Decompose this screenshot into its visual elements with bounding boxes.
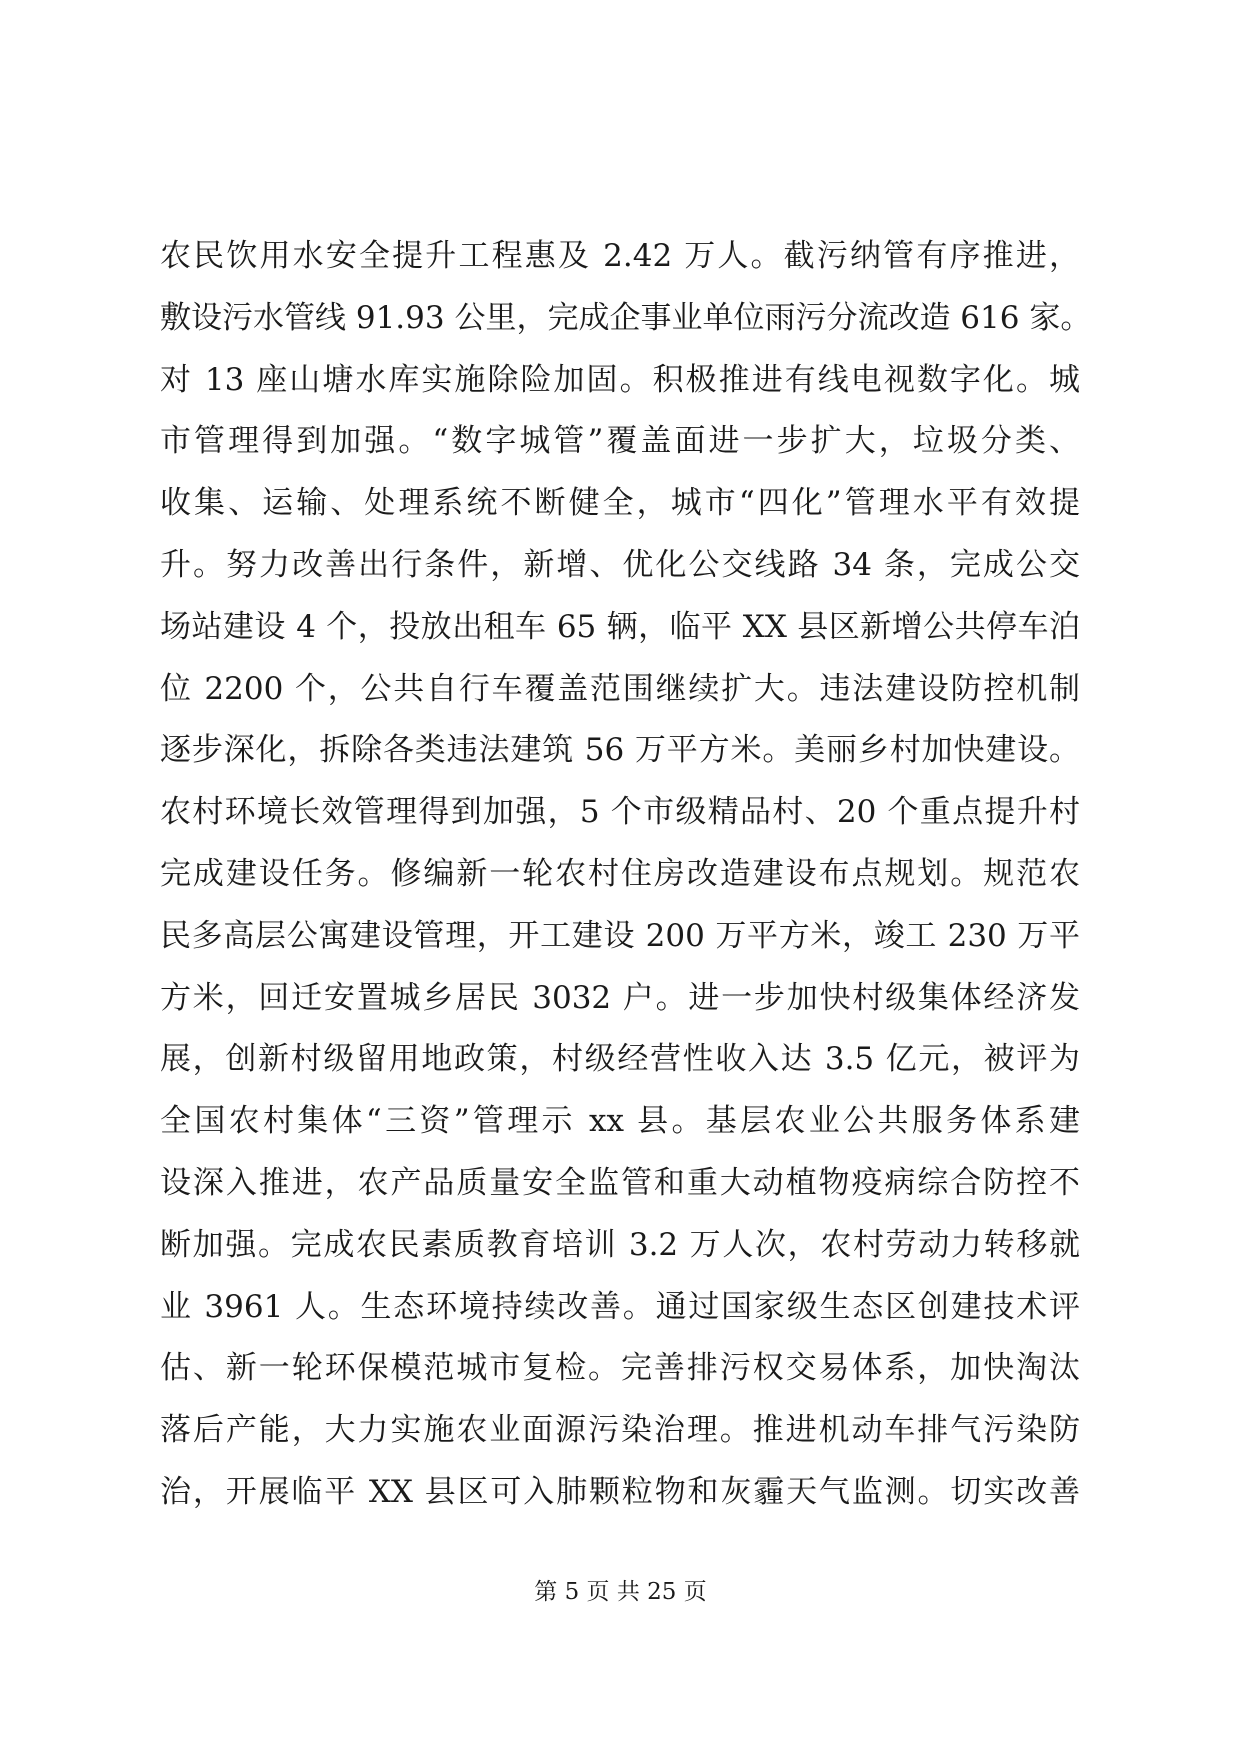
body-text (160, 226, 1092, 1524)
text-line: 对 13 座山塘水库实施除险加固。积极推进有线电视数字化。城 (160, 361, 1080, 398)
text-line: 逐步深化，拆除各类违法建筑 56 万平方米。美丽乡村加快建设。 (160, 732, 1080, 769)
text-line: 农民饮用水安全提升工程惠及 2.42 万人。截污纳管有序推进， (160, 238, 1080, 274)
text-line: 升。努力改善出行条件，新增、优化公交线路 34 条，完成公交 (160, 546, 1080, 583)
text-line: 设深入推进，农产品质量安全监管和重大动植物疫病综合防控不 (160, 1164, 1080, 1201)
text-line: 落后产能，大力实施农业面源污染治理。推进机动车排气污染防 (160, 1412, 1080, 1449)
text-line: 场站建设 4 个，投放出租车 65 辆，临平 XX 县区新增公共停车泊 (160, 608, 1080, 645)
text-line: 断加强。完成农民素质教育培训 3.2 万人次，农村劳动力转移就 (160, 1226, 1080, 1263)
text-line: 展，创新村级留用地政策，村级经营性收入达 3.5 亿元，被评为 (160, 1041, 1080, 1078)
text-line: 业 3961 人。生态环境持续改善。通过国家级生态区创建技术评 (160, 1288, 1080, 1325)
text-line: 民多高层公寓建设管理，开工建设 200 万平方米，竣工 230 万平 (160, 917, 1080, 954)
text-line: 方米，回迁安置城乡居民 3032 户。进一步加快村级集体经济发 (160, 979, 1080, 1016)
text-line: 估、新一轮环保模范城市复检。完善排污权交易体系，加快淘汰 (160, 1350, 1080, 1387)
text-line: 治，开展临平 XX 县区可入肺颗粒物和灰霾天气监测。切实改善 (160, 1473, 1080, 1510)
text-line: 收集、运输、处理系统不断健全，城市“四化”管理水平有效提 (160, 485, 1080, 522)
text-line: 位 2200 个，公共自行车覆盖范围继续扩大。违法建设防控机制 (160, 670, 1080, 707)
text-line: 农村环境长效管理得到加强，5 个市级精品村、20 个重点提升村 (160, 794, 1080, 831)
page-number-label: 第 5 页 共 25 页 (534, 1579, 707, 1605)
text-line: 敷设污水管线 91.93 公里，完成企事业单位雨污分流改造 616 家。 (160, 299, 1092, 336)
text-line: 全国农村集体“三资”管理示 xx 县。基层农业公共服务体系建 (160, 1103, 1080, 1140)
page-footer (0, 1577, 1241, 1607)
text-line: 完成建设任务。修编新一轮农村住房改造建设布点规划。规范农 (160, 855, 1080, 892)
text-line: 市管理得到加强。“数字城管”覆盖面进一步扩大，垃圾分类、 (160, 423, 1080, 460)
